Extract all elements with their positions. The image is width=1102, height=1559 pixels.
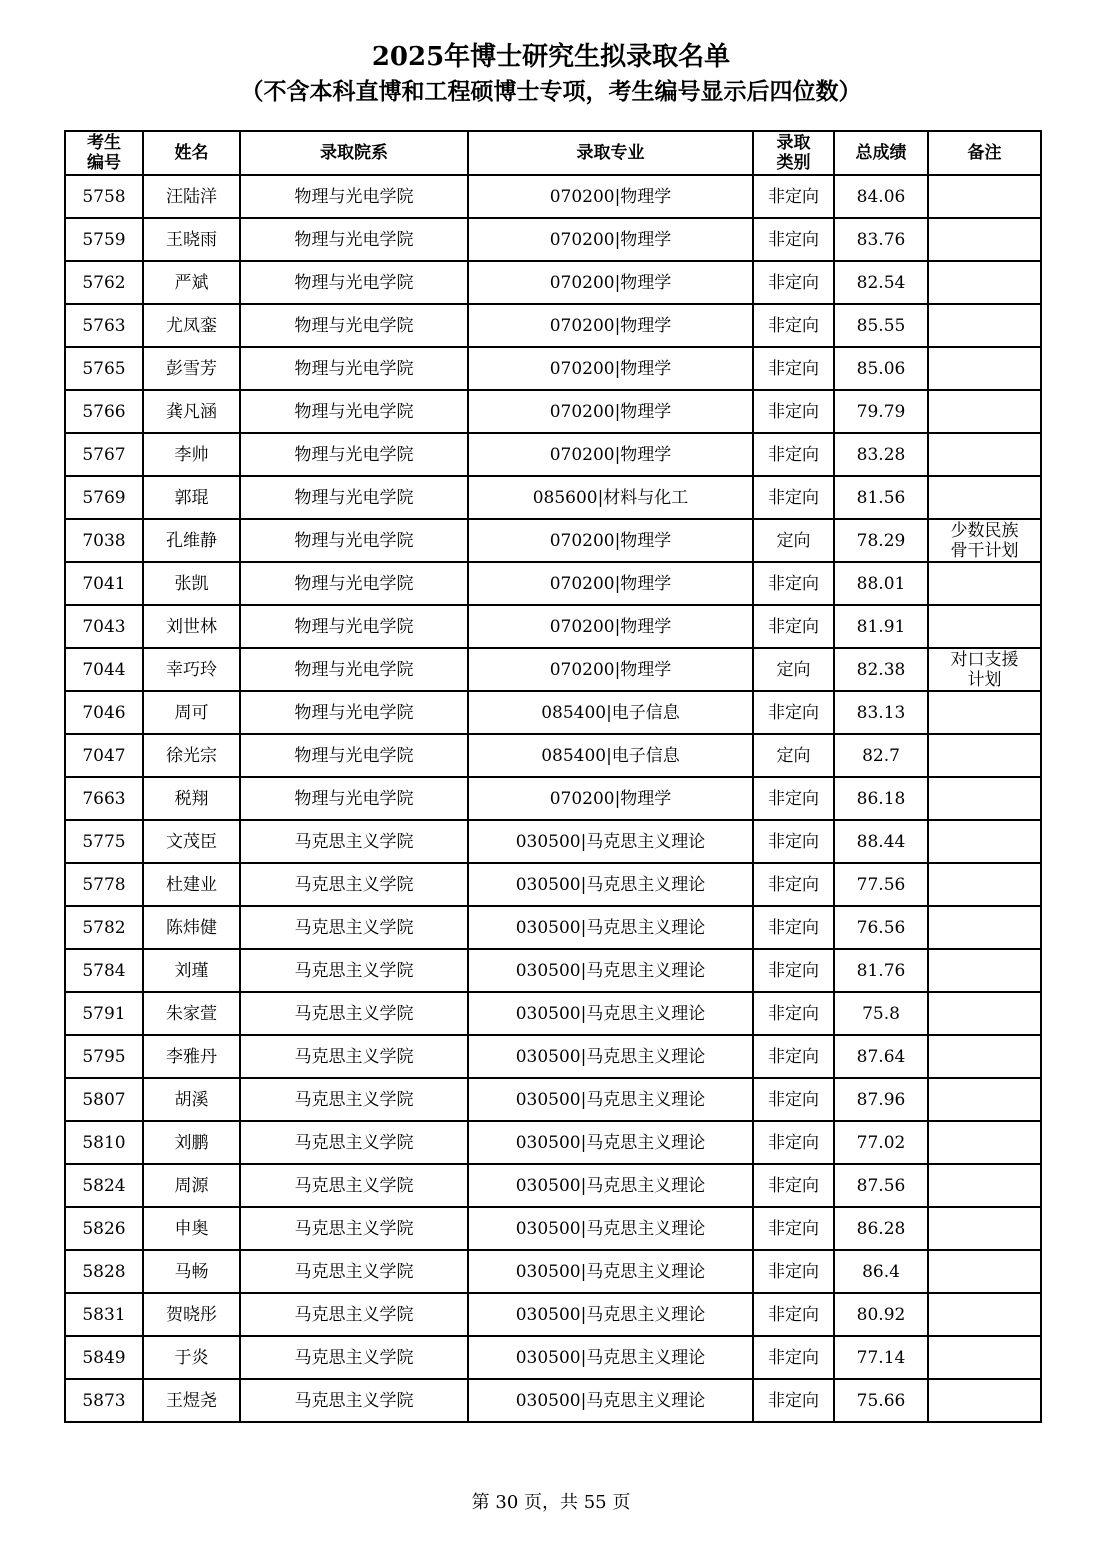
cell-name: 李雅丹: [143, 1035, 240, 1078]
table-row: [65, 1164, 1041, 1207]
cell-score: 83.13: [834, 691, 928, 734]
cell-type: 非定向: [753, 1250, 834, 1293]
cell-type: 非定向: [753, 304, 834, 347]
column-header-remark: 备注: [928, 131, 1041, 175]
column-header-type: [753, 131, 834, 175]
cell-major: 085400|电子信息: [468, 691, 753, 734]
cell-remark: [928, 992, 1041, 1035]
table-row: [65, 1293, 1041, 1336]
cell-exam-id: 5759: [65, 218, 143, 261]
cell-remark: [928, 1207, 1041, 1250]
cell-exam-id: 5826: [65, 1207, 143, 1250]
cell-score: 82.38: [834, 648, 928, 691]
cell-remark: [928, 1078, 1041, 1121]
cell-type: 非定向: [753, 992, 834, 1035]
cell-name: 幸巧玲: [143, 648, 240, 691]
cell-major: 070200|物理学: [468, 605, 753, 648]
cell-department: 马克思主义学院: [240, 906, 468, 949]
cell-name: 马畅: [143, 1250, 240, 1293]
cell-department: 物理与光电学院: [240, 433, 468, 476]
cell-score: 81.76: [834, 949, 928, 992]
cell-major: 030500|马克思主义理论: [468, 1207, 753, 1250]
cell-exam-id: 5758: [65, 175, 143, 218]
cell-exam-id: 7038: [65, 519, 143, 562]
cell-name: 刘鹏: [143, 1121, 240, 1164]
cell-major: 070200|物理学: [468, 390, 753, 433]
cell-name: 申奥: [143, 1207, 240, 1250]
cell-score: 83.76: [834, 218, 928, 261]
cell-remark: [928, 1035, 1041, 1078]
table-row: [65, 476, 1041, 519]
cell-department: 马克思主义学院: [240, 1379, 468, 1422]
cell-type: 定向: [753, 519, 834, 562]
cell-exam-id: 5795: [65, 1035, 143, 1078]
column-header-major: 录取专业: [468, 131, 753, 175]
cell-type: 非定向: [753, 218, 834, 261]
cell-name: 刘世林: [143, 605, 240, 648]
cell-major: 070200|物理学: [468, 777, 753, 820]
cell-score: 85.55: [834, 304, 928, 347]
cell-exam-id: 5767: [65, 433, 143, 476]
cell-exam-id: 7044: [65, 648, 143, 691]
cell-score: 78.29: [834, 519, 928, 562]
cell-score: 88.44: [834, 820, 928, 863]
cell-score: 83.28: [834, 433, 928, 476]
table-row: [65, 1250, 1041, 1293]
cell-major: 030500|马克思主义理论: [468, 1121, 753, 1164]
cell-name: 严斌: [143, 261, 240, 304]
table-row: [65, 347, 1041, 390]
cell-name: 周源: [143, 1164, 240, 1207]
cell-type: 非定向: [753, 261, 834, 304]
cell-department: 马克思主义学院: [240, 1207, 468, 1250]
cell-department: 物理与光电学院: [240, 777, 468, 820]
cell-exam-id: 7041: [65, 562, 143, 605]
cell-major: 030500|马克思主义理论: [468, 820, 753, 863]
cell-major: 030500|马克思主义理论: [468, 949, 753, 992]
cell-type: 非定向: [753, 1121, 834, 1164]
table-row: [65, 992, 1041, 1035]
cell-exam-id: 5831: [65, 1293, 143, 1336]
cell-department: 物理与光电学院: [240, 175, 468, 218]
cell-name: 尤凤銮: [143, 304, 240, 347]
cell-department: 马克思主义学院: [240, 949, 468, 992]
cell-exam-id: 5778: [65, 863, 143, 906]
cell-department: 物理与光电学院: [240, 261, 468, 304]
cell-remark: [928, 1293, 1041, 1336]
table-row: [65, 562, 1041, 605]
cell-type: 非定向: [753, 1164, 834, 1207]
cell-remark: [928, 476, 1041, 519]
admission-table: [64, 130, 1042, 1423]
cell-type: 非定向: [753, 1379, 834, 1422]
column-header-name: 姓名: [143, 131, 240, 175]
cell-exam-id: 7047: [65, 734, 143, 777]
cell-department: 物理与光电学院: [240, 562, 468, 605]
column-header-score: 总成绩: [834, 131, 928, 175]
cell-remark: 少数民族骨干计划: [928, 519, 1041, 562]
cell-remark: [928, 1250, 1041, 1293]
cell-remark: [928, 1379, 1041, 1422]
table-row: [65, 1207, 1041, 1250]
cell-exam-id: 5766: [65, 390, 143, 433]
cell-exam-id: 5873: [65, 1379, 143, 1422]
cell-exam-id: 5782: [65, 906, 143, 949]
cell-major: 070200|物理学: [468, 519, 753, 562]
table-header-row: [65, 131, 1041, 175]
table-row: [65, 433, 1041, 476]
table-row: [65, 304, 1041, 347]
cell-exam-id: 5762: [65, 261, 143, 304]
cell-name: 汪陆洋: [143, 175, 240, 218]
cell-remark: [928, 734, 1041, 777]
table-row: [65, 1121, 1041, 1164]
cell-department: 马克思主义学院: [240, 1121, 468, 1164]
cell-remark: 对口支援计划: [928, 648, 1041, 691]
cell-department: 物理与光电学院: [240, 648, 468, 691]
table-body: [65, 175, 1041, 1422]
table-row: [65, 218, 1041, 261]
cell-major: 085400|电子信息: [468, 734, 753, 777]
cell-department: 马克思主义学院: [240, 820, 468, 863]
cell-major: 070200|物理学: [468, 562, 753, 605]
cell-major: 030500|马克思主义理论: [468, 1379, 753, 1422]
cell-major: 030500|马克思主义理论: [468, 1336, 753, 1379]
cell-score: 75.66: [834, 1379, 928, 1422]
cell-score: 77.14: [834, 1336, 928, 1379]
cell-type: 非定向: [753, 906, 834, 949]
cell-exam-id: 5775: [65, 820, 143, 863]
table-row: [65, 1379, 1041, 1422]
cell-department: 物理与光电学院: [240, 519, 468, 562]
cell-name: 杜建业: [143, 863, 240, 906]
cell-department: 马克思主义学院: [240, 1293, 468, 1336]
cell-remark: [928, 390, 1041, 433]
table-row: [65, 906, 1041, 949]
cell-score: 82.54: [834, 261, 928, 304]
cell-department: 马克思主义学院: [240, 1035, 468, 1078]
cell-remark: [928, 1164, 1041, 1207]
cell-score: 87.64: [834, 1035, 928, 1078]
cell-score: 86.18: [834, 777, 928, 820]
cell-score: 87.96: [834, 1078, 928, 1121]
cell-major: 070200|物理学: [468, 304, 753, 347]
cell-remark: [928, 863, 1041, 906]
cell-remark: [928, 605, 1041, 648]
cell-score: 75.8: [834, 992, 928, 1035]
cell-name: 税翔: [143, 777, 240, 820]
cell-department: 物理与光电学院: [240, 347, 468, 390]
cell-name: 王晓雨: [143, 218, 240, 261]
cell-name: 陈炜健: [143, 906, 240, 949]
cell-major: 070200|物理学: [468, 218, 753, 261]
cell-score: 79.79: [834, 390, 928, 433]
cell-remark: [928, 433, 1041, 476]
column-header-label: 考生编号: [86, 133, 121, 173]
cell-type: 非定向: [753, 949, 834, 992]
cell-type: 非定向: [753, 433, 834, 476]
cell-major: 030500|马克思主义理论: [468, 863, 753, 906]
cell-exam-id: 7663: [65, 777, 143, 820]
cell-major: 030500|马克思主义理论: [468, 1293, 753, 1336]
cell-exam-id: 5791: [65, 992, 143, 1035]
page-number: 第 30 页，共 55 页: [471, 1492, 631, 1513]
cell-score: 88.01: [834, 562, 928, 605]
table-row: [65, 863, 1041, 906]
cell-remark: [928, 1121, 1041, 1164]
cell-major: 030500|马克思主义理论: [468, 992, 753, 1035]
cell-major: 030500|马克思主义理论: [468, 1164, 753, 1207]
table-row: [65, 1035, 1041, 1078]
cell-type: 非定向: [753, 1035, 834, 1078]
cell-remark: [928, 691, 1041, 734]
cell-score: 84.06: [834, 175, 928, 218]
cell-department: 物理与光电学院: [240, 691, 468, 734]
cell-score: 81.91: [834, 605, 928, 648]
table-row: [65, 390, 1041, 433]
cell-type: 非定向: [753, 1293, 834, 1336]
cell-major: 070200|物理学: [468, 175, 753, 218]
cell-exam-id: 5849: [65, 1336, 143, 1379]
cell-department: 马克思主义学院: [240, 863, 468, 906]
cell-exam-id: 5807: [65, 1078, 143, 1121]
cell-exam-id: 5828: [65, 1250, 143, 1293]
page-title: 2025年博士研究生拟录取名单: [371, 42, 731, 72]
cell-name: 徐光宗: [143, 734, 240, 777]
cell-major: 070200|物理学: [468, 347, 753, 390]
cell-score: 80.92: [834, 1293, 928, 1336]
cell-department: 物理与光电学院: [240, 304, 468, 347]
cell-remark: [928, 218, 1041, 261]
cell-major: 070200|物理学: [468, 261, 753, 304]
cell-name: 刘瑾: [143, 949, 240, 992]
cell-score: 87.56: [834, 1164, 928, 1207]
cell-major: 030500|马克思主义理论: [468, 1078, 753, 1121]
cell-name: 李帅: [143, 433, 240, 476]
cell-type: 非定向: [753, 863, 834, 906]
table-row: [65, 261, 1041, 304]
cell-department: 物理与光电学院: [240, 734, 468, 777]
cell-score: 82.7: [834, 734, 928, 777]
cell-exam-id: 5810: [65, 1121, 143, 1164]
cell-remark: [928, 175, 1041, 218]
cell-type: 非定向: [753, 1207, 834, 1250]
cell-name: 彭雪芳: [143, 347, 240, 390]
cell-remark: [928, 906, 1041, 949]
table-row: [65, 175, 1041, 218]
cell-remark: [928, 777, 1041, 820]
cell-major: 070200|物理学: [468, 433, 753, 476]
table-row: [65, 648, 1041, 691]
cell-exam-id: 5769: [65, 476, 143, 519]
cell-name: 文茂臣: [143, 820, 240, 863]
cell-name: 朱家萱: [143, 992, 240, 1035]
cell-remark: [928, 1336, 1041, 1379]
cell-remark: [928, 820, 1041, 863]
table-row: [65, 734, 1041, 777]
cell-type: 非定向: [753, 175, 834, 218]
cell-major: 085600|材料与化工: [468, 476, 753, 519]
cell-type: 非定向: [753, 605, 834, 648]
cell-exam-id: 5784: [65, 949, 143, 992]
table-row: [65, 1336, 1041, 1379]
cell-type: 非定向: [753, 1336, 834, 1379]
cell-score: 86.4: [834, 1250, 928, 1293]
cell-department: 马克思主义学院: [240, 1164, 468, 1207]
cell-major: 030500|马克思主义理论: [468, 906, 753, 949]
cell-name: 张凯: [143, 562, 240, 605]
page-subtitle: （不含本科直博和工程硕博士专项，考生编号显示后四位数）: [240, 78, 862, 105]
cell-score: 85.06: [834, 347, 928, 390]
cell-name: 王煜尧: [143, 1379, 240, 1422]
cell-name: 孔维静: [143, 519, 240, 562]
column-header-exam-id: [65, 131, 143, 175]
cell-type: 非定向: [753, 1078, 834, 1121]
cell-exam-id: 5765: [65, 347, 143, 390]
cell-type: 非定向: [753, 347, 834, 390]
cell-name: 胡溪: [143, 1078, 240, 1121]
cell-department: 物理与光电学院: [240, 605, 468, 648]
column-header-label: 录取类别: [776, 133, 811, 173]
cell-remark: [928, 261, 1041, 304]
cell-type: 非定向: [753, 562, 834, 605]
table-row: [65, 519, 1041, 562]
cell-score: 77.02: [834, 1121, 928, 1164]
table-row: [65, 777, 1041, 820]
table-row: [65, 1078, 1041, 1121]
cell-type: 非定向: [753, 691, 834, 734]
cell-score: 76.56: [834, 906, 928, 949]
cell-major: 030500|马克思主义理论: [468, 1035, 753, 1078]
cell-type: 定向: [753, 648, 834, 691]
cell-type: 非定向: [753, 820, 834, 863]
cell-department: 物理与光电学院: [240, 218, 468, 261]
cell-remark: [928, 562, 1041, 605]
cell-department: 马克思主义学院: [240, 1250, 468, 1293]
cell-score: 86.28: [834, 1207, 928, 1250]
cell-name: 郭琨: [143, 476, 240, 519]
cell-type: 定向: [753, 734, 834, 777]
cell-exam-id: 7043: [65, 605, 143, 648]
cell-type: 非定向: [753, 476, 834, 519]
cell-department: 马克思主义学院: [240, 1336, 468, 1379]
cell-name: 贺晓彤: [143, 1293, 240, 1336]
cell-name: 于炎: [143, 1336, 240, 1379]
cell-department: 物理与光电学院: [240, 476, 468, 519]
cell-exam-id: 5763: [65, 304, 143, 347]
cell-major: 070200|物理学: [468, 648, 753, 691]
cell-name: 龚凡涵: [143, 390, 240, 433]
cell-department: 马克思主义学院: [240, 992, 468, 1035]
cell-remark: [928, 347, 1041, 390]
table-row: [65, 691, 1041, 734]
cell-department: 马克思主义学院: [240, 1078, 468, 1121]
cell-remark: [928, 304, 1041, 347]
cell-type: 非定向: [753, 777, 834, 820]
cell-type: 非定向: [753, 390, 834, 433]
cell-name: 周可: [143, 691, 240, 734]
cell-score: 81.56: [834, 476, 928, 519]
cell-major: 030500|马克思主义理论: [468, 1250, 753, 1293]
cell-score: 77.56: [834, 863, 928, 906]
table-row: [65, 949, 1041, 992]
table-row: [65, 820, 1041, 863]
column-header-department: 录取院系: [240, 131, 468, 175]
cell-department: 物理与光电学院: [240, 390, 468, 433]
cell-exam-id: 7046: [65, 691, 143, 734]
table-row: [65, 605, 1041, 648]
cell-exam-id: 5824: [65, 1164, 143, 1207]
cell-remark: [928, 949, 1041, 992]
